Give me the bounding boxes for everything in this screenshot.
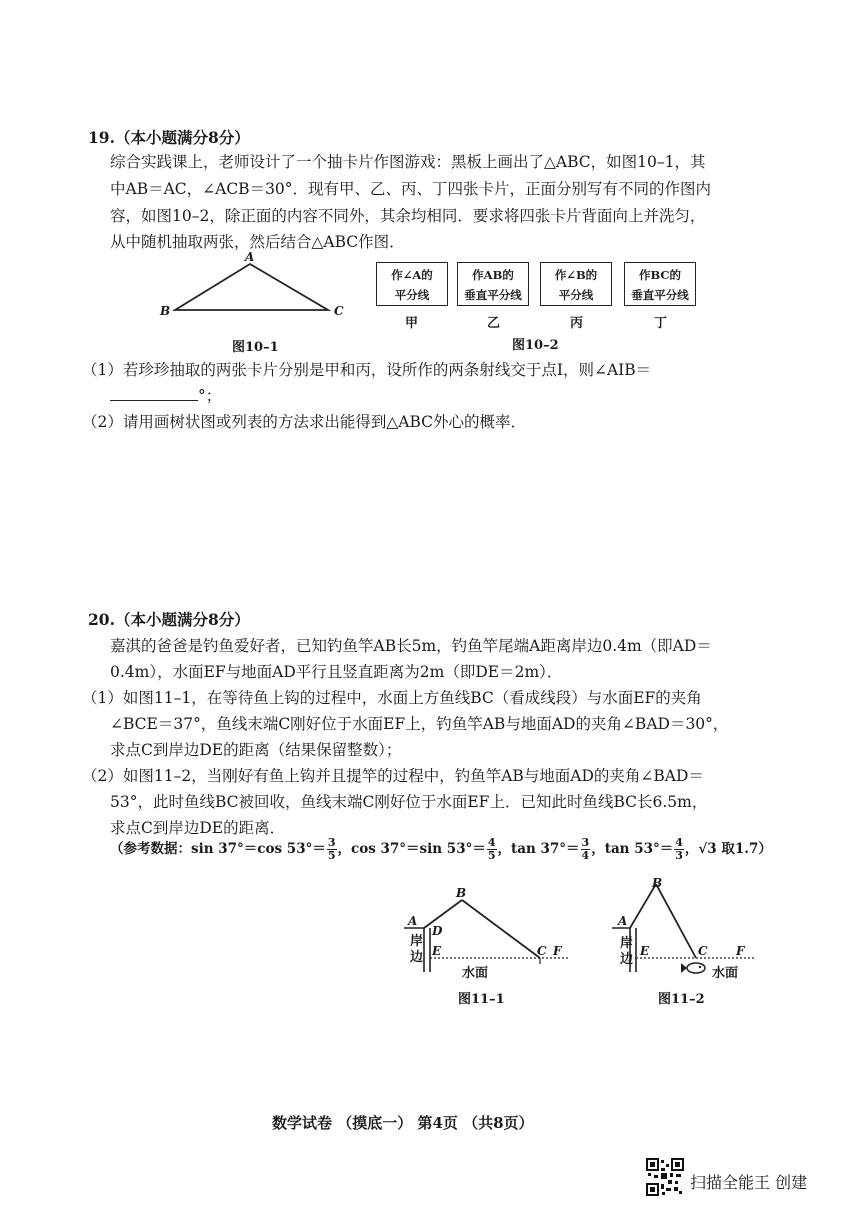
q19-part-1: （1）若珍珍抽取的两张卡片分别是甲和丙，设所作的两条射线交于点I，则∠AIB＝ (82, 361, 652, 379)
degree-suffix: °； (198, 387, 222, 405)
card-name-ding: 丁 (654, 316, 668, 331)
page-footer: 数学试卷 （摸底一） 第4页 （共8页） (272, 1114, 534, 1132)
fig11-1-bank-1: 岸 (410, 934, 424, 949)
q20-heading: 20.（本小题满分8分） (88, 610, 250, 629)
fig11-2-label-f: F (736, 944, 745, 958)
q20-part-2-line-3: 求点C到岸边DE的距离． (110, 819, 286, 837)
fig11-2-bank-2: 边 (620, 952, 634, 967)
card-yi-top: 作AB的 (472, 268, 514, 282)
ref-prefix: （参考数据：sin 37°＝cos 53°＝ (110, 841, 326, 857)
q19-part-2: （2）请用画树状图或列表的方法求出能得到△ABC外心的概率． (82, 413, 527, 431)
figure-11-1 (400, 880, 580, 980)
fig11-1-water: 水面 (462, 966, 489, 981)
card-name-bing: 丙 (570, 316, 584, 331)
card-yi (457, 262, 529, 306)
fig11-2-label-e: E (640, 944, 650, 958)
fig11-1-label-b: B (456, 886, 467, 900)
reference-data (110, 834, 772, 864)
ref-mid-3: ，tan 53°＝ (591, 841, 674, 857)
fig11-1-caption: 图11–1 (458, 992, 505, 1007)
fig11-1-label-e: E (432, 944, 442, 958)
fig11-2-label-b: B (652, 876, 663, 890)
fig11-2-label-c: C (698, 944, 708, 958)
fig11-1-bank-2: 边 (410, 950, 424, 965)
q20-part-2-line-1: （2）如图11–2，当刚好有鱼上钩并且提竿的过程中，钓鱼竿AB与地面AD的夹角∠BAD＝ (82, 767, 704, 785)
ref-mid-2: ，tan 37°＝ (497, 841, 580, 857)
q20-part-1-line-1: （1）如图11–1，在等待鱼上钩的过程中，水面上方鱼线BC（看成线段）与水面EF的夹角 (82, 689, 702, 707)
fig10-1-label-c: C (334, 304, 344, 318)
qr-code-icon (646, 1158, 684, 1196)
fig11-2-bank-1: 岸 (620, 936, 634, 951)
fraction-3-4: $\frac{3}{4}$ (581, 836, 590, 862)
q20-text-line-1: 嘉淇的爸爸是钓鱼爱好者，已知钓鱼竿AB长5m，钓鱼竿尾端A距离岸边0.4m（即AD＝ (110, 637, 712, 655)
fig10-2-caption: 图10–2 (512, 338, 559, 353)
q20-part-2-line-2: 53°，此时鱼线BC被回收，鱼线末端C刚好位于水面EF上．已知此时鱼线BC长6.5m， (110, 793, 708, 811)
fraction-4-3: $\frac{4}{3}$ (675, 836, 683, 862)
fig11-1-label-a: A (408, 914, 418, 928)
fig11-2-water: 水面 (712, 966, 739, 981)
card-ding (624, 262, 696, 306)
card-bing-top: 作∠B的 (554, 268, 598, 282)
scanner-watermark: 扫描全能王 创建 (690, 1173, 808, 1192)
fraction-3-5: $\frac{3}{5}$ (327, 836, 336, 862)
q19-heading: 19.（本小题满分8分） (88, 128, 250, 147)
figure-10-1-triangle (150, 250, 360, 330)
ref-end: ，√3 取1.7） (684, 841, 772, 857)
ref-mid-1: ，cos 37°＝sin 53°＝ (337, 841, 486, 857)
card-jia-top: 作∠A的 (391, 268, 433, 282)
card-name-jia: 甲 (405, 316, 419, 331)
q19-text-line-2: 中AB＝AC，∠ACB＝30°．现有甲、乙、丙、丁四张卡片，正面分别写有不同的作图内 (110, 180, 712, 198)
answer-blank[interactable] (110, 386, 198, 401)
q20-text-line-2: 0.4m），水面EF与地面AD平行且竖直距离为2m（即DE＝2m）． (110, 663, 563, 681)
card-ding-top: 作BC的 (638, 268, 682, 282)
q19-text-line-1: 综合实践课上，老师设计了一个抽卡片作图游戏：黑板上画出了△ABC，如图10–1，其 (110, 153, 706, 171)
fig11-2-caption: 图11–2 (658, 992, 705, 1007)
card-jia-bottom: 平分线 (394, 288, 430, 302)
card-bing-bottom: 平分线 (558, 288, 594, 302)
fig10-1-label-a: A (245, 250, 255, 264)
card-jia (376, 262, 448, 306)
q20-part-1-line-3: 求点C到岸边DE的距离（结果保留整数）； (110, 741, 402, 759)
fig11-1-label-f: F (553, 944, 562, 958)
card-yi-bottom: 垂直平分线 (464, 288, 522, 302)
fig11-2-label-a: A (618, 914, 628, 928)
fig11-1-label-d: D (432, 924, 443, 938)
q19-part-1-answer (110, 384, 221, 408)
fig10-1-label-b: B (160, 304, 171, 318)
card-bing (540, 262, 612, 306)
card-name-yi: 乙 (487, 316, 501, 331)
fraction-4-5: $\frac{4}{5}$ (487, 836, 496, 862)
card-ding-bottom: 垂直平分线 (631, 288, 689, 302)
q19-text-line-3: 容，如图10–2，除正面的内容不同外，其余均相同．要求将四张卡片背面向上并洗匀， (110, 207, 706, 225)
fig11-1-label-c: C (537, 944, 547, 958)
q20-part-1-line-2: ∠BCE＝37°，鱼线末端C刚好位于水面EF上，钓鱼竿AB与地面AD的夹角∠BAD＝30°， (110, 715, 729, 733)
fig10-1-caption: 图10–1 (232, 340, 279, 355)
q19-text-line-4: 从中随机抽取两张，然后结合△ABC作图． (110, 233, 405, 251)
